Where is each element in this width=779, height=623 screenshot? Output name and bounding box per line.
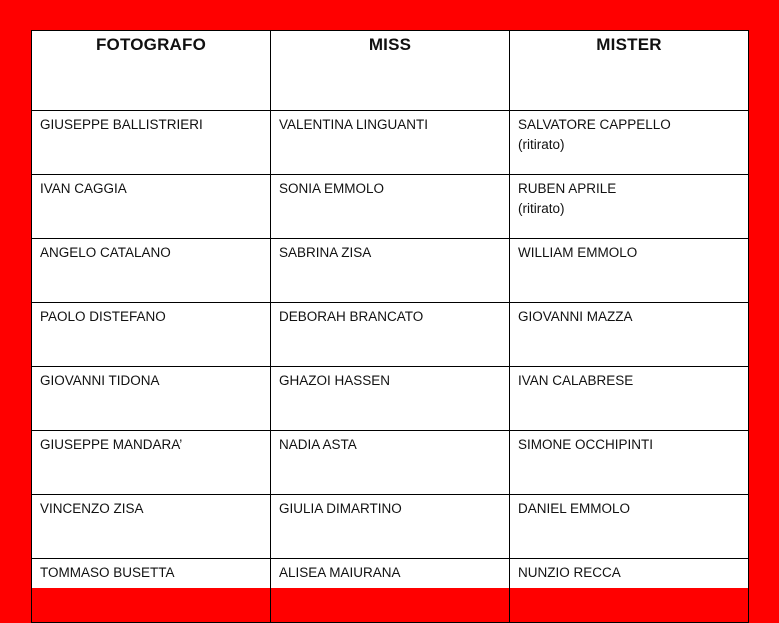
table-row xyxy=(32,111,749,175)
cell-fotografo: IVAN CAGGIA xyxy=(32,175,271,239)
cell-fotografo: GIOVANNI TIDONA xyxy=(32,367,271,431)
cell-fotografo: ANGELO CATALANO xyxy=(32,239,271,303)
table-row xyxy=(32,367,749,431)
cell-miss: SONIA EMMOLO xyxy=(271,175,510,239)
document-sheet xyxy=(31,30,748,588)
cell-miss: NADIA ASTA xyxy=(271,431,510,495)
mister-name: SALVATORE CAPPELLO xyxy=(518,117,671,132)
mister-note: (ritirato) xyxy=(518,201,565,216)
mister-note: (ritirato) xyxy=(518,137,565,152)
cell-mister: GIOVANNI MAZZA xyxy=(510,303,749,367)
cell-mister: WILLIAM EMMOLO xyxy=(510,239,749,303)
table-row xyxy=(32,175,749,239)
contestants-table xyxy=(31,30,749,623)
cell-mister: DANIEL EMMOLO xyxy=(510,495,749,559)
cell-miss: DEBORAH BRANCATO xyxy=(271,303,510,367)
table-header-row xyxy=(32,31,749,111)
cell-miss: GHAZOI HASSEN xyxy=(271,367,510,431)
cell-miss: ALISEA MAIURANA xyxy=(271,559,510,623)
header-mister: MISTER xyxy=(510,31,749,111)
table-row xyxy=(32,431,749,495)
cell-fotografo: TOMMASO BUSETTA xyxy=(32,559,271,623)
cell-mister xyxy=(510,111,749,175)
cell-miss: VALENTINA LINGUANTI xyxy=(271,111,510,175)
cell-fotografo: PAOLO DISTEFANO xyxy=(32,303,271,367)
table-row xyxy=(32,239,749,303)
header-fotografo: FOTOGRAFO xyxy=(32,31,271,111)
table-row xyxy=(32,303,749,367)
header-miss: MISS xyxy=(271,31,510,111)
cell-miss: GIULIA DIMARTINO xyxy=(271,495,510,559)
mister-name: RUBEN APRILE xyxy=(518,181,617,196)
cell-mister: IVAN CALABRESE xyxy=(510,367,749,431)
cell-mister: NUNZIO RECCA xyxy=(510,559,749,623)
cell-fotografo: VINCENZO ZISA xyxy=(32,495,271,559)
cell-fotografo: GIUSEPPE BALLISTRIERI xyxy=(32,111,271,175)
table-row xyxy=(32,559,749,623)
table-row xyxy=(32,495,749,559)
cell-mister xyxy=(510,175,749,239)
cell-miss: SABRINA ZISA xyxy=(271,239,510,303)
cell-fotografo: GIUSEPPE MANDARA’ xyxy=(32,431,271,495)
cell-mister: SIMONE OCCHIPINTI xyxy=(510,431,749,495)
